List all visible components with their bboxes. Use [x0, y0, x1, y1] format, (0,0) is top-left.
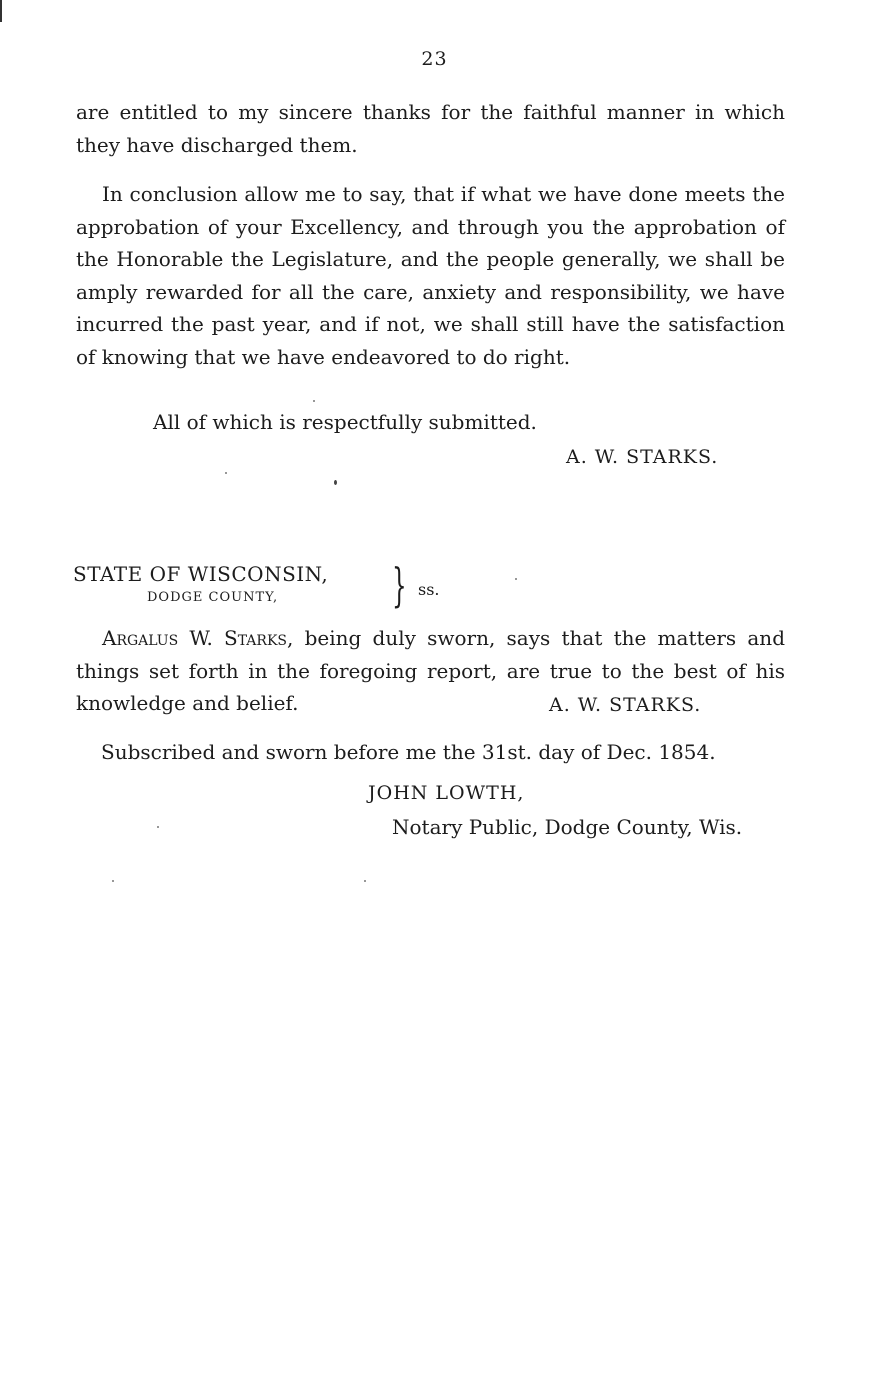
- page-number: 23: [421, 48, 448, 70]
- print-speck: [313, 400, 315, 402]
- print-speck: [112, 880, 114, 882]
- jurat-line: Subscribed and sworn before me the 31st. day of Dec. 1854.: [101, 740, 716, 764]
- paragraph-continued: are entitled to my sincere thanks for the faithful manner in which they have discharged them.: [76, 100, 785, 157]
- page-edge-mark: [0, 0, 2, 22]
- notary-name: JOHN LOWTH,: [368, 782, 525, 804]
- notary-title: Notary Public, Dodge County, Wis.: [392, 815, 743, 839]
- venue-ss: ss.: [418, 580, 440, 599]
- print-speck: [225, 472, 227, 474]
- print-speck: [364, 880, 366, 882]
- closing-line: All of which is respectfully submitted.: [153, 410, 537, 434]
- venue-brace: }: [392, 558, 407, 612]
- report-signature: A. W. STARKS.: [566, 446, 719, 468]
- venue-block: [73, 560, 328, 608]
- paragraph-conclusion: In conclusion allow me to say, that if what we have done meets the approbation of your Excellency, and through you the approbation of the Honorable the Legislature, and the people generally, we shall be amply rewarded for all the care, anxiety and responsibility, we have incurred the past year, and if not, we shall still have the satisfaction of knowing that we have endeavored to do right.: [76, 182, 785, 369]
- affidavit-text: , being duly sworn, says that the matters and things set forth in the foregoing report, are true to the best of his knowledge and belief.: [76, 626, 785, 715]
- venue-county: DODGE COUNTY,: [147, 590, 279, 605]
- affidavit-signature: A. W. STARKS.: [549, 694, 702, 716]
- affiant-name: Argalus W. Starks: [102, 626, 288, 650]
- print-speck: [515, 578, 517, 580]
- print-speck: [157, 826, 159, 828]
- print-speck: [334, 480, 337, 485]
- venue-state: STATE OF WISCONSIN,: [73, 562, 329, 586]
